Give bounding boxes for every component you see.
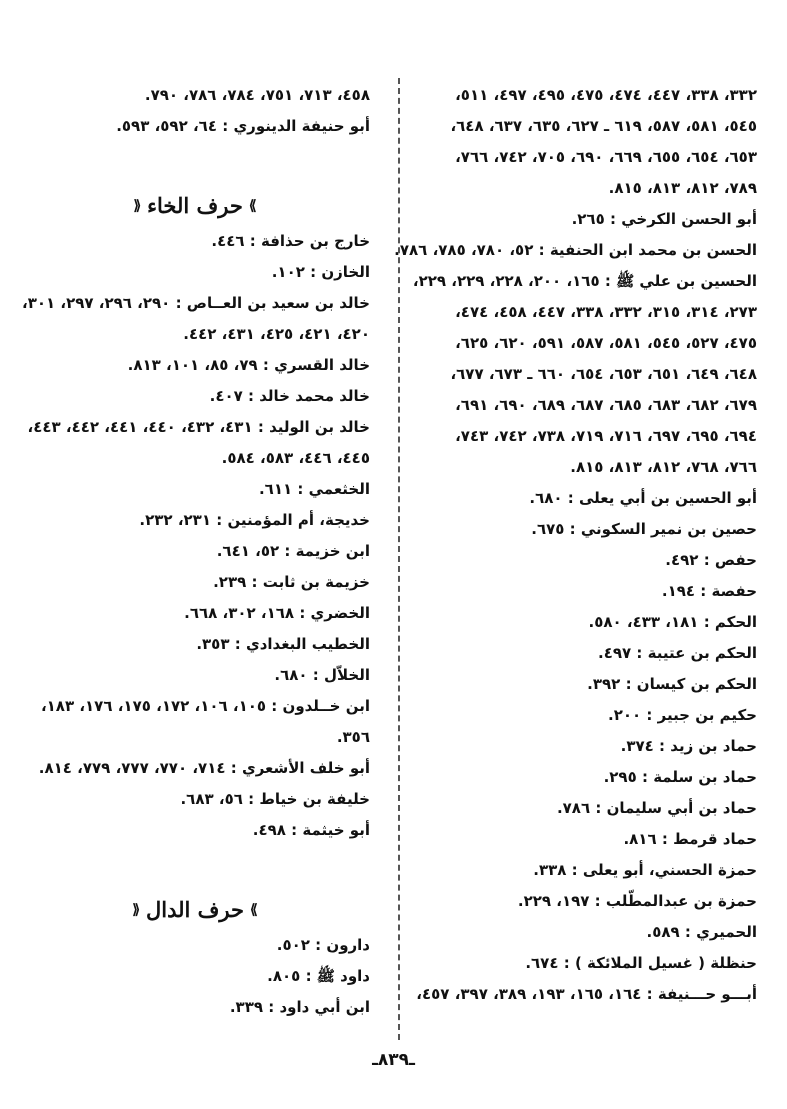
index-entry [399, 700, 757, 731]
entry-name: أبو حنيفة الدينوري [233, 117, 370, 135]
entry-separator: : [170, 294, 187, 312]
entry-name: أبو خلف الأشعري [241, 759, 370, 777]
index-entry [18, 111, 370, 142]
entry-separator: : [294, 604, 311, 622]
entry-separator: : [698, 551, 715, 569]
index-entry [399, 514, 757, 545]
entry-separator: : [656, 830, 674, 848]
entry-refs: ٤٧٥، ٥٢٧، ٥٤٥، ٥٨١، ٥٨٧، ٥٩١، ٦٢٠، ٦٢٥، [455, 334, 757, 352]
entry-refs: ٢٩٠، ٢٩٦، ٢٩٧، ٣٠١، [22, 294, 171, 312]
index-entry [399, 576, 757, 607]
index-entry [18, 288, 370, 319]
entry-name: خالد بن الوليد [269, 418, 370, 436]
entry-refs: ٤٩٧. [598, 644, 632, 662]
entry-separator: : [641, 985, 658, 1003]
entry-refs: ٦٥٣، ٦٥٤، ٦٥٥، ٦٦٩، ٦٩٠، ٧٠٥، ٧٤٢، ٧٦٦، [455, 148, 757, 166]
entry-separator: : [307, 666, 324, 684]
entry-separator: : [244, 232, 261, 250]
index-entry [399, 173, 757, 204]
index-entry [399, 111, 757, 142]
entry-separator: : [257, 356, 275, 374]
entry-name: أبو خيثمة [302, 821, 370, 839]
ornament-icon: ⟫ [248, 198, 257, 214]
entry-refs: ١٠٥، ١٠٦، ١٧٢، ١٧٥، ١٧٦، ١٨٣، [40, 697, 267, 715]
entry-name: أبو الحسن الكرخي [621, 210, 757, 228]
index-entry [399, 328, 757, 359]
entry-refs: ٧٨٦. [556, 799, 591, 817]
entry-refs: ٦٤، ٥٩٢، ٥٩٣. [116, 117, 217, 135]
index-entry [18, 226, 370, 257]
index-entry [18, 350, 370, 381]
index-entry [399, 421, 757, 452]
entry-name: الخضري [310, 604, 370, 622]
index-entry [399, 793, 757, 824]
entry-separator: : [246, 573, 263, 591]
entry-name: أبـــو حـــنيفة [657, 985, 757, 1003]
entry-refs: ١٦٤، ١٦٥، ١٩٣، ٣٨٩، ٣٩٧، ٤٥٧، [416, 985, 642, 1003]
page-number: ـ٨٣٩ـ [372, 1050, 415, 1070]
entry-separator: : [641, 706, 658, 724]
index-entry [399, 545, 757, 576]
index-entry [399, 452, 757, 483]
entry-name: حفص [714, 551, 757, 569]
entry-name: أبو الحسين بن أبي يعلى [578, 489, 757, 507]
index-entry [18, 660, 370, 691]
index-entry [18, 930, 370, 961]
entry-refs: ٦٩٤، ٦٩٥، ٦٩٧، ٧١٦، ٧١٩، ٧٣٨، ٧٤٢، ٧٤٣، [455, 427, 757, 445]
entry-name: حماد بن زيد [670, 737, 757, 755]
entry-refs: ٥٢، ٦٤١. [216, 542, 280, 560]
index-entry [18, 691, 370, 722]
entry-name: حكيم بن جبير [657, 706, 757, 724]
entry-separator: : [242, 387, 260, 405]
index-entry [18, 536, 370, 567]
entry-separator: : [604, 210, 622, 228]
index-entry [18, 784, 370, 815]
right-column [394, 80, 757, 1010]
index-entry [399, 142, 757, 173]
index-entry [18, 505, 370, 536]
entry-separator: : [558, 954, 575, 972]
entry-refs: ٥٤٥، ٥٨١، ٥٨٧، ٦١٩ ـ ٦٢٧، ٦٣٥، ٦٣٧، ٦٤٨، [450, 117, 757, 135]
entry-name: الخثعمي [308, 480, 370, 498]
entry-separator: : [229, 635, 246, 653]
index-entry [18, 567, 370, 598]
section-heading-dal [100, 890, 290, 930]
entry-separator: : [631, 644, 648, 662]
entry-separator: : [279, 542, 296, 560]
entry-separator: : [216, 117, 234, 135]
index-entry [399, 80, 757, 111]
entry-refs: ٥٠٢. [276, 936, 310, 954]
ornament-icon: ⟪ [133, 198, 142, 214]
entry-separator: : [292, 480, 309, 498]
index-entry [399, 886, 757, 917]
entry-separator: : [562, 489, 579, 507]
entry-separator: : [300, 967, 317, 985]
section-title: حرف الدال [146, 897, 244, 922]
column-divider [398, 78, 400, 1040]
entry-refs: ٦٤٨، ٦٤٩، ٦٥١، ٦٥٣، ٦٥٤، ٦٦٠ ـ ٦٧٣، ٦٧٧، [450, 365, 757, 383]
entry-refs: ٤٤٦. [211, 232, 245, 250]
entry-name: الخازن [321, 263, 370, 281]
entry-name: حمزة الحسني، أبو يعلى [582, 861, 757, 879]
entry-name: ابن خــلدون [282, 697, 370, 715]
entry-separator: : [636, 768, 654, 786]
entry-refs: ٦٧٩، ٦٨٢، ٦٨٣، ٦٨٥، ٦٨٧، ٦٨٩، ٦٩٠، ٦٩١، [455, 396, 757, 414]
entry-refs: ١٩٧، ٢٢٩. [517, 892, 590, 910]
index-entry [18, 381, 370, 412]
index-entry [18, 815, 370, 846]
entry-refs: ٤٥٨، ٧١٣، ٧٥١، ٧٨٤، ٧٨٦، ٧٩٠. [144, 86, 370, 104]
index-entry [18, 443, 370, 474]
entry-name: الحكم بن عتيبة [647, 644, 757, 662]
entry-name: الحميري [696, 923, 757, 941]
section-title: حرف الخاء [147, 193, 243, 218]
entry-name: حماد بن سلمة [653, 768, 757, 786]
entry-refs: ٢٦٥. [571, 210, 605, 228]
entry-separator: : [533, 241, 550, 259]
section-heading-kha [100, 186, 290, 226]
entry-refs: ٦٨٠. [274, 666, 308, 684]
entry-refs: ٧٦٦، ٧٦٨، ٨١٢، ٨١٣، ٨١٥. [570, 458, 757, 476]
entry-refs: ٣٥٦. [336, 728, 370, 746]
index-entry [399, 979, 757, 1010]
entry-name: خارج بن حذافة [261, 232, 370, 250]
entry-name: الخطيب البغدادي [245, 635, 370, 653]
index-entry [18, 80, 370, 111]
entry-name: خليفة بن خياط [259, 790, 370, 808]
entry-separator: : [590, 799, 607, 817]
entry-name: حماد قرمط [673, 830, 757, 848]
entry-refs: ٦٧٥. [531, 520, 565, 538]
entry-name: الحسن بن محمد ابن الحنفية [549, 241, 757, 259]
entry-refs: ٣٣٢، ٣٣٨، ٤٤٧، ٤٧٤، ٤٧٥، ٤٩٥، ٤٩٧، ٥١١، [455, 86, 757, 104]
entry-refs: ١٠٢. [271, 263, 305, 281]
entry-refs: ٢٣٩. [213, 573, 247, 591]
ornament-icon: ⟪ [132, 902, 140, 918]
entry-separator: : [309, 936, 327, 954]
entry-refs: ٤٠٧. [209, 387, 243, 405]
entry-separator: : [589, 892, 606, 910]
index-entry [399, 731, 757, 762]
entry-refs: ٢٧٣، ٣١٤، ٣١٥، ٣٣٢، ٣٣٨، ٤٤٧، ٤٥٨، ٤٧٤، [455, 303, 757, 321]
entry-refs: ٨١٦. [623, 830, 657, 848]
entry-refs: ٥٨٩. [646, 923, 680, 941]
index-entry [18, 961, 370, 992]
entry-refs: ٤٢٠، ٤٢١، ٤٢٥، ٤٣١، ٤٤٢. [183, 325, 370, 343]
entry-separator: : [225, 759, 242, 777]
entry-name: دارون [326, 936, 370, 954]
index-entry [18, 412, 370, 443]
index-entry [399, 638, 757, 669]
index-entry [18, 722, 370, 753]
index-entry [18, 257, 370, 288]
entry-separator: : [266, 697, 283, 715]
entry-separator: : [285, 821, 303, 839]
entry-separator: : [695, 582, 712, 600]
index-entry [399, 483, 757, 514]
index-entry [399, 669, 757, 700]
entry-separator: : [304, 263, 322, 281]
entry-refs: ٣٣٩. [229, 998, 264, 1016]
entry-name: خزيمة بن ثابت [262, 573, 370, 591]
entry-name: الحسين بن علي ﷺ [616, 272, 757, 290]
entry-name: الخلاّل [324, 666, 370, 684]
entry-name: داود ﷺ [316, 967, 370, 985]
index-entry [399, 266, 757, 297]
entry-name: حماد بن أبي سليمان [606, 799, 757, 817]
entry-separator: : [599, 272, 617, 290]
entry-refs: ١٩٤. [661, 582, 696, 600]
entry-name: خالد بن سعيد بن العــاص [186, 294, 370, 312]
entry-name: خالد محمد خالد [259, 387, 370, 405]
entry-name: حنظلة ( غسيل الملائكة ) [574, 954, 757, 972]
left-column [18, 80, 370, 1023]
index-entry [18, 474, 370, 505]
index-entry [394, 235, 757, 266]
entry-name: ابن خزيمة [295, 542, 370, 560]
index-entry [399, 855, 757, 886]
entry-refs: ٢٠٠. [607, 706, 642, 724]
entry-refs: ٨٠٥. [267, 967, 301, 985]
index-entry [399, 948, 757, 979]
index-entry [18, 319, 370, 350]
entry-refs: ٣٩٢. [587, 675, 621, 693]
entry-name: خالد القسري [274, 356, 370, 374]
index-entry [18, 992, 370, 1023]
entry-name: حفصة [711, 582, 757, 600]
index-entry [399, 607, 757, 638]
entry-separator: : [679, 923, 697, 941]
entry-name: خديجة، أم المؤمنين [227, 511, 370, 529]
index-entry [399, 390, 757, 421]
entry-separator: : [210, 511, 228, 529]
entry-separator: : [263, 998, 280, 1016]
entry-separator: : [252, 418, 270, 436]
index-entry [399, 204, 757, 235]
entry-refs: ٢٣١، ٢٣٢. [139, 511, 211, 529]
entry-refs: ٦١١. [258, 480, 293, 498]
entry-refs: ٤٩٢. [665, 551, 699, 569]
entry-separator: : [242, 790, 260, 808]
entry-refs: ٧١٤، ٧٧٠، ٧٧٧، ٧٧٩، ٨١٤. [38, 759, 226, 777]
entry-separator: : [566, 861, 583, 879]
index-entry [399, 359, 757, 390]
entry-name: ابن أبي داود [279, 998, 370, 1016]
entry-separator: : [620, 675, 637, 693]
entry-separator: : [564, 520, 581, 538]
entry-name: حصين بن نمير السكوني [580, 520, 757, 538]
index-entry [399, 297, 757, 328]
entry-refs: ٣٥٣. [196, 635, 230, 653]
entry-refs: ١٨١، ٤٣٣، ٥٨٠. [588, 613, 699, 631]
entry-refs: ٢٩٥. [603, 768, 637, 786]
entry-refs: ٤٩٨. [252, 821, 286, 839]
ornament-icon: ⟫ [250, 902, 258, 918]
entry-refs: ٣٧٤. [620, 737, 654, 755]
entry-refs: ٤٣١، ٤٣٢، ٤٤٠، ٤٤١، ٤٤٢، ٤٤٣، [27, 418, 253, 436]
entry-refs: ١٦٥، ٢٠٠، ٢٢٨، ٢٢٩، ٢٢٩، [412, 272, 600, 290]
entry-refs: ٧٨٩، ٨١٢، ٨١٣، ٨١٥. [608, 179, 757, 197]
entry-name: حمزة بن عبدالمطّلب [605, 892, 757, 910]
entry-refs: ٥٢، ٧٨٠، ٧٨٥، ٧٨٦. [394, 241, 534, 259]
entry-refs: ٦٧٤. [525, 954, 559, 972]
index-entry [399, 917, 757, 948]
entry-separator: : [698, 613, 715, 631]
entry-refs: ١٦٨، ٣٠٢، ٦٦٨. [184, 604, 295, 622]
entry-refs: ٧٩، ٨٥، ١٠١، ٨١٣. [127, 356, 258, 374]
entry-refs: ٥٦، ٦٨٣. [180, 790, 243, 808]
entry-separator: : [653, 737, 671, 755]
index-entry [18, 753, 370, 784]
index-entry [399, 762, 757, 793]
index-entry [18, 598, 370, 629]
entry-name: الحكم [714, 613, 757, 631]
index-entry [399, 824, 757, 855]
entry-name: الحكم بن كيسان [636, 675, 757, 693]
entry-refs: ٦٨٠. [529, 489, 563, 507]
entry-refs: ٤٤٥، ٤٤٦، ٥٨٣، ٥٨٤. [221, 449, 370, 467]
index-entry [18, 629, 370, 660]
entry-refs: ٣٣٨. [533, 861, 567, 879]
